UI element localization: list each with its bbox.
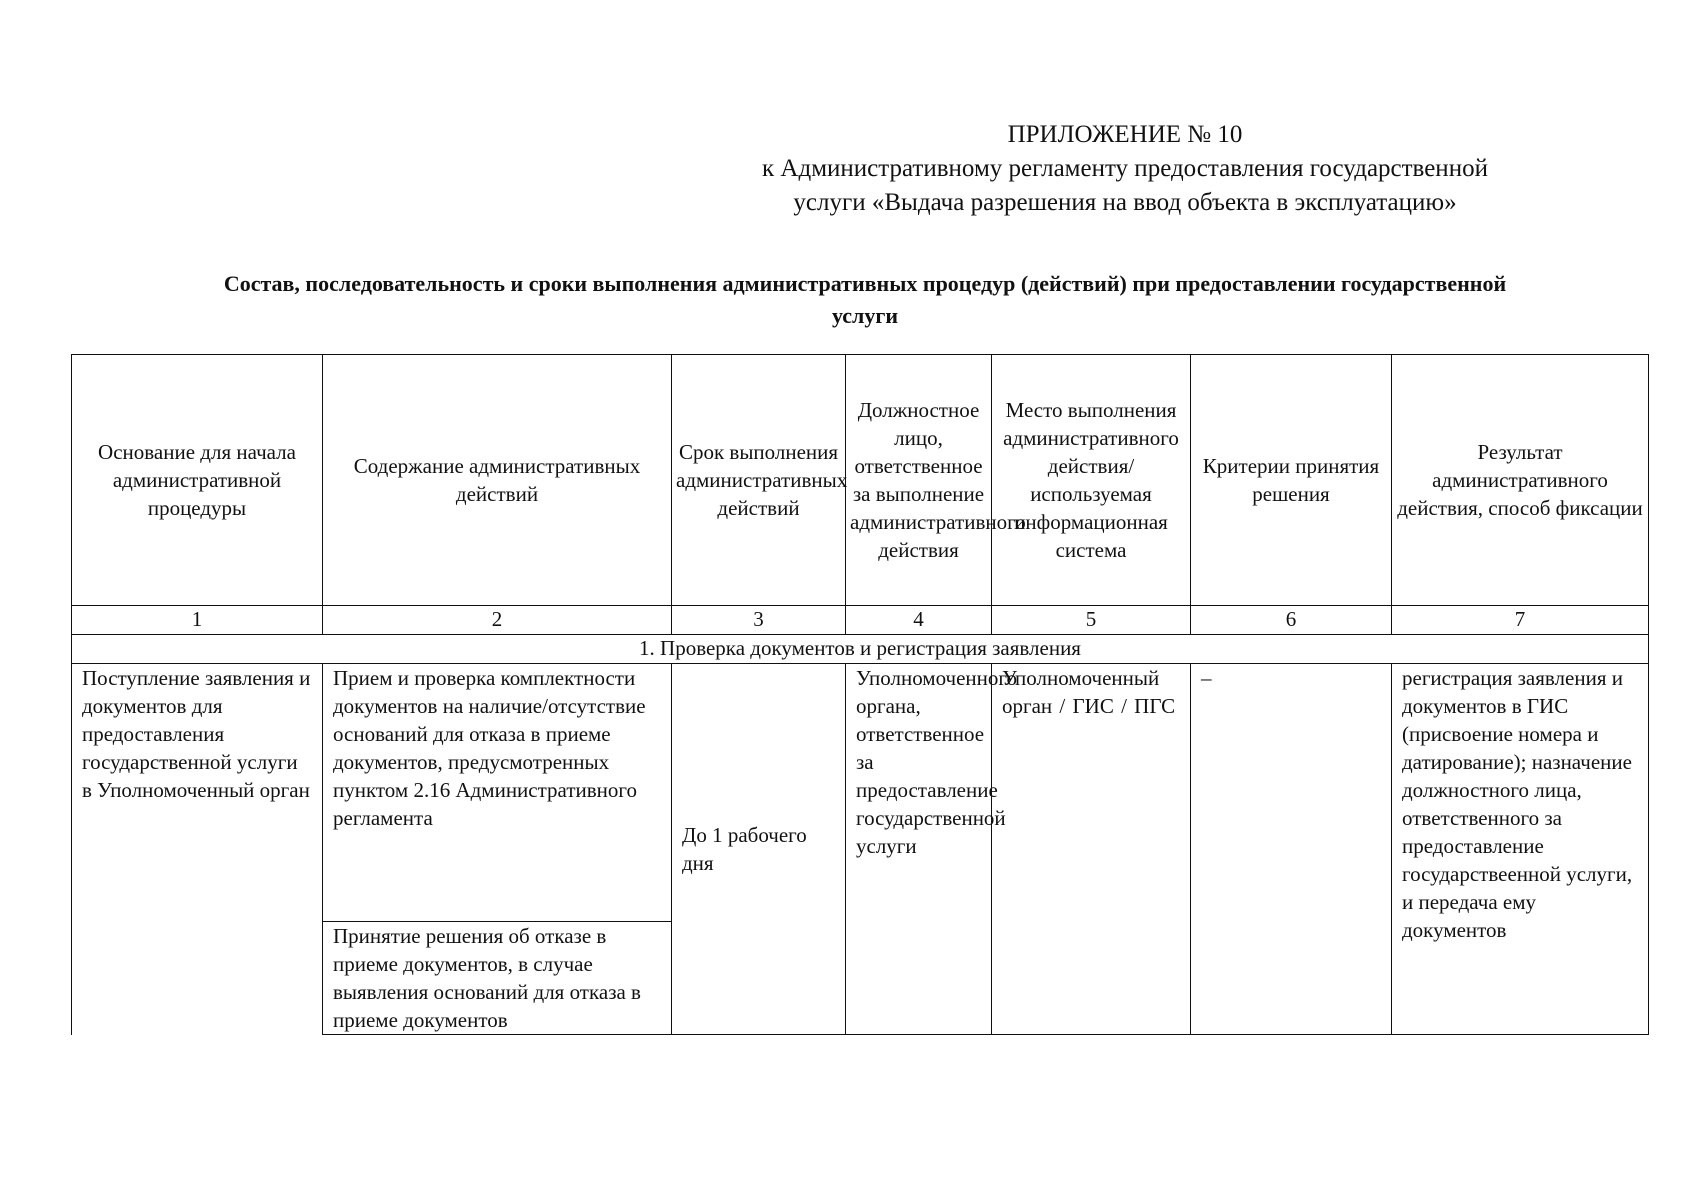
appendix-reference-line-2: услуги «Выдача разрешения на ввод объекта в эксплуатацию» [793, 189, 1457, 216]
header-actions: Содержание административных действий [323, 355, 672, 606]
column-number: 4 [846, 606, 992, 635]
appendix-reference-line-1: к Административному регламенту предоставления государственной [762, 155, 1488, 182]
cell-action-refusal: Принятие решения об отказе в приеме документов, в случае выявления оснований для отказа в приеме документов [323, 922, 672, 1035]
cell-basis: Поступление заявления и документов для предоставления государственной услуги в Уполномоченный орган [72, 664, 323, 1035]
cell-term: До 1 рабочего дня [672, 664, 846, 1035]
column-number: 7 [1392, 606, 1649, 635]
appendix-number: ПРИЛОЖЕНИЕ № 10 [1007, 121, 1243, 148]
header-term: Срок выполнения административных действий [672, 355, 846, 606]
cell-place: Уполномоченный орган / ГИС / ПГС [992, 664, 1191, 1035]
column-number: 1 [72, 606, 323, 635]
cell-official: Уполномоченного органа, ответственное за предоставление государственной услуги [846, 664, 992, 1035]
header-result: Результат административного действия, способ фиксации [1392, 355, 1649, 606]
column-number-row [72, 606, 1649, 635]
cell-action-check: Прием и проверка комплектности документов на наличие/отсутствие оснований для отказа в приеме документов, предусмотренных пунктом 2.16 Административного регламента [323, 664, 672, 922]
table-row [72, 664, 1649, 922]
header-place: Место выполнения административного действия/ используемая информационная система [992, 355, 1191, 606]
cell-criteria: – [1191, 664, 1392, 1035]
header-official: Должностное лицо, ответственное за выполнение административного действия [846, 355, 992, 606]
document-title-line-2: услуги [831, 303, 899, 328]
header-row [72, 355, 1649, 606]
document-title [140, 268, 1590, 332]
column-number: 5 [992, 606, 1191, 635]
column-number: 6 [1191, 606, 1392, 635]
column-number: 2 [323, 606, 672, 635]
column-number: 3 [672, 606, 846, 635]
cell-result: регистрация заявления и документов в ГИС (присвоение номера и датирование); назначение должностного лица, ответственного за предоставление государствеенной услуги, и передача ему документов [1392, 664, 1649, 1035]
document-title-line-1: Состав, последовательность и сроки выполнения административных процедур (действий) при предоставлении государственной [223, 271, 1507, 296]
section-row [72, 635, 1649, 664]
procedures-table [71, 354, 1649, 1035]
section-title: 1. Проверка документов и регистрация заявления [72, 635, 1649, 664]
header-basis: Основание для начала административной процедуры [72, 355, 323, 606]
appendix-header [700, 118, 1550, 220]
header-criteria: Критерии принятия решения [1191, 355, 1392, 606]
